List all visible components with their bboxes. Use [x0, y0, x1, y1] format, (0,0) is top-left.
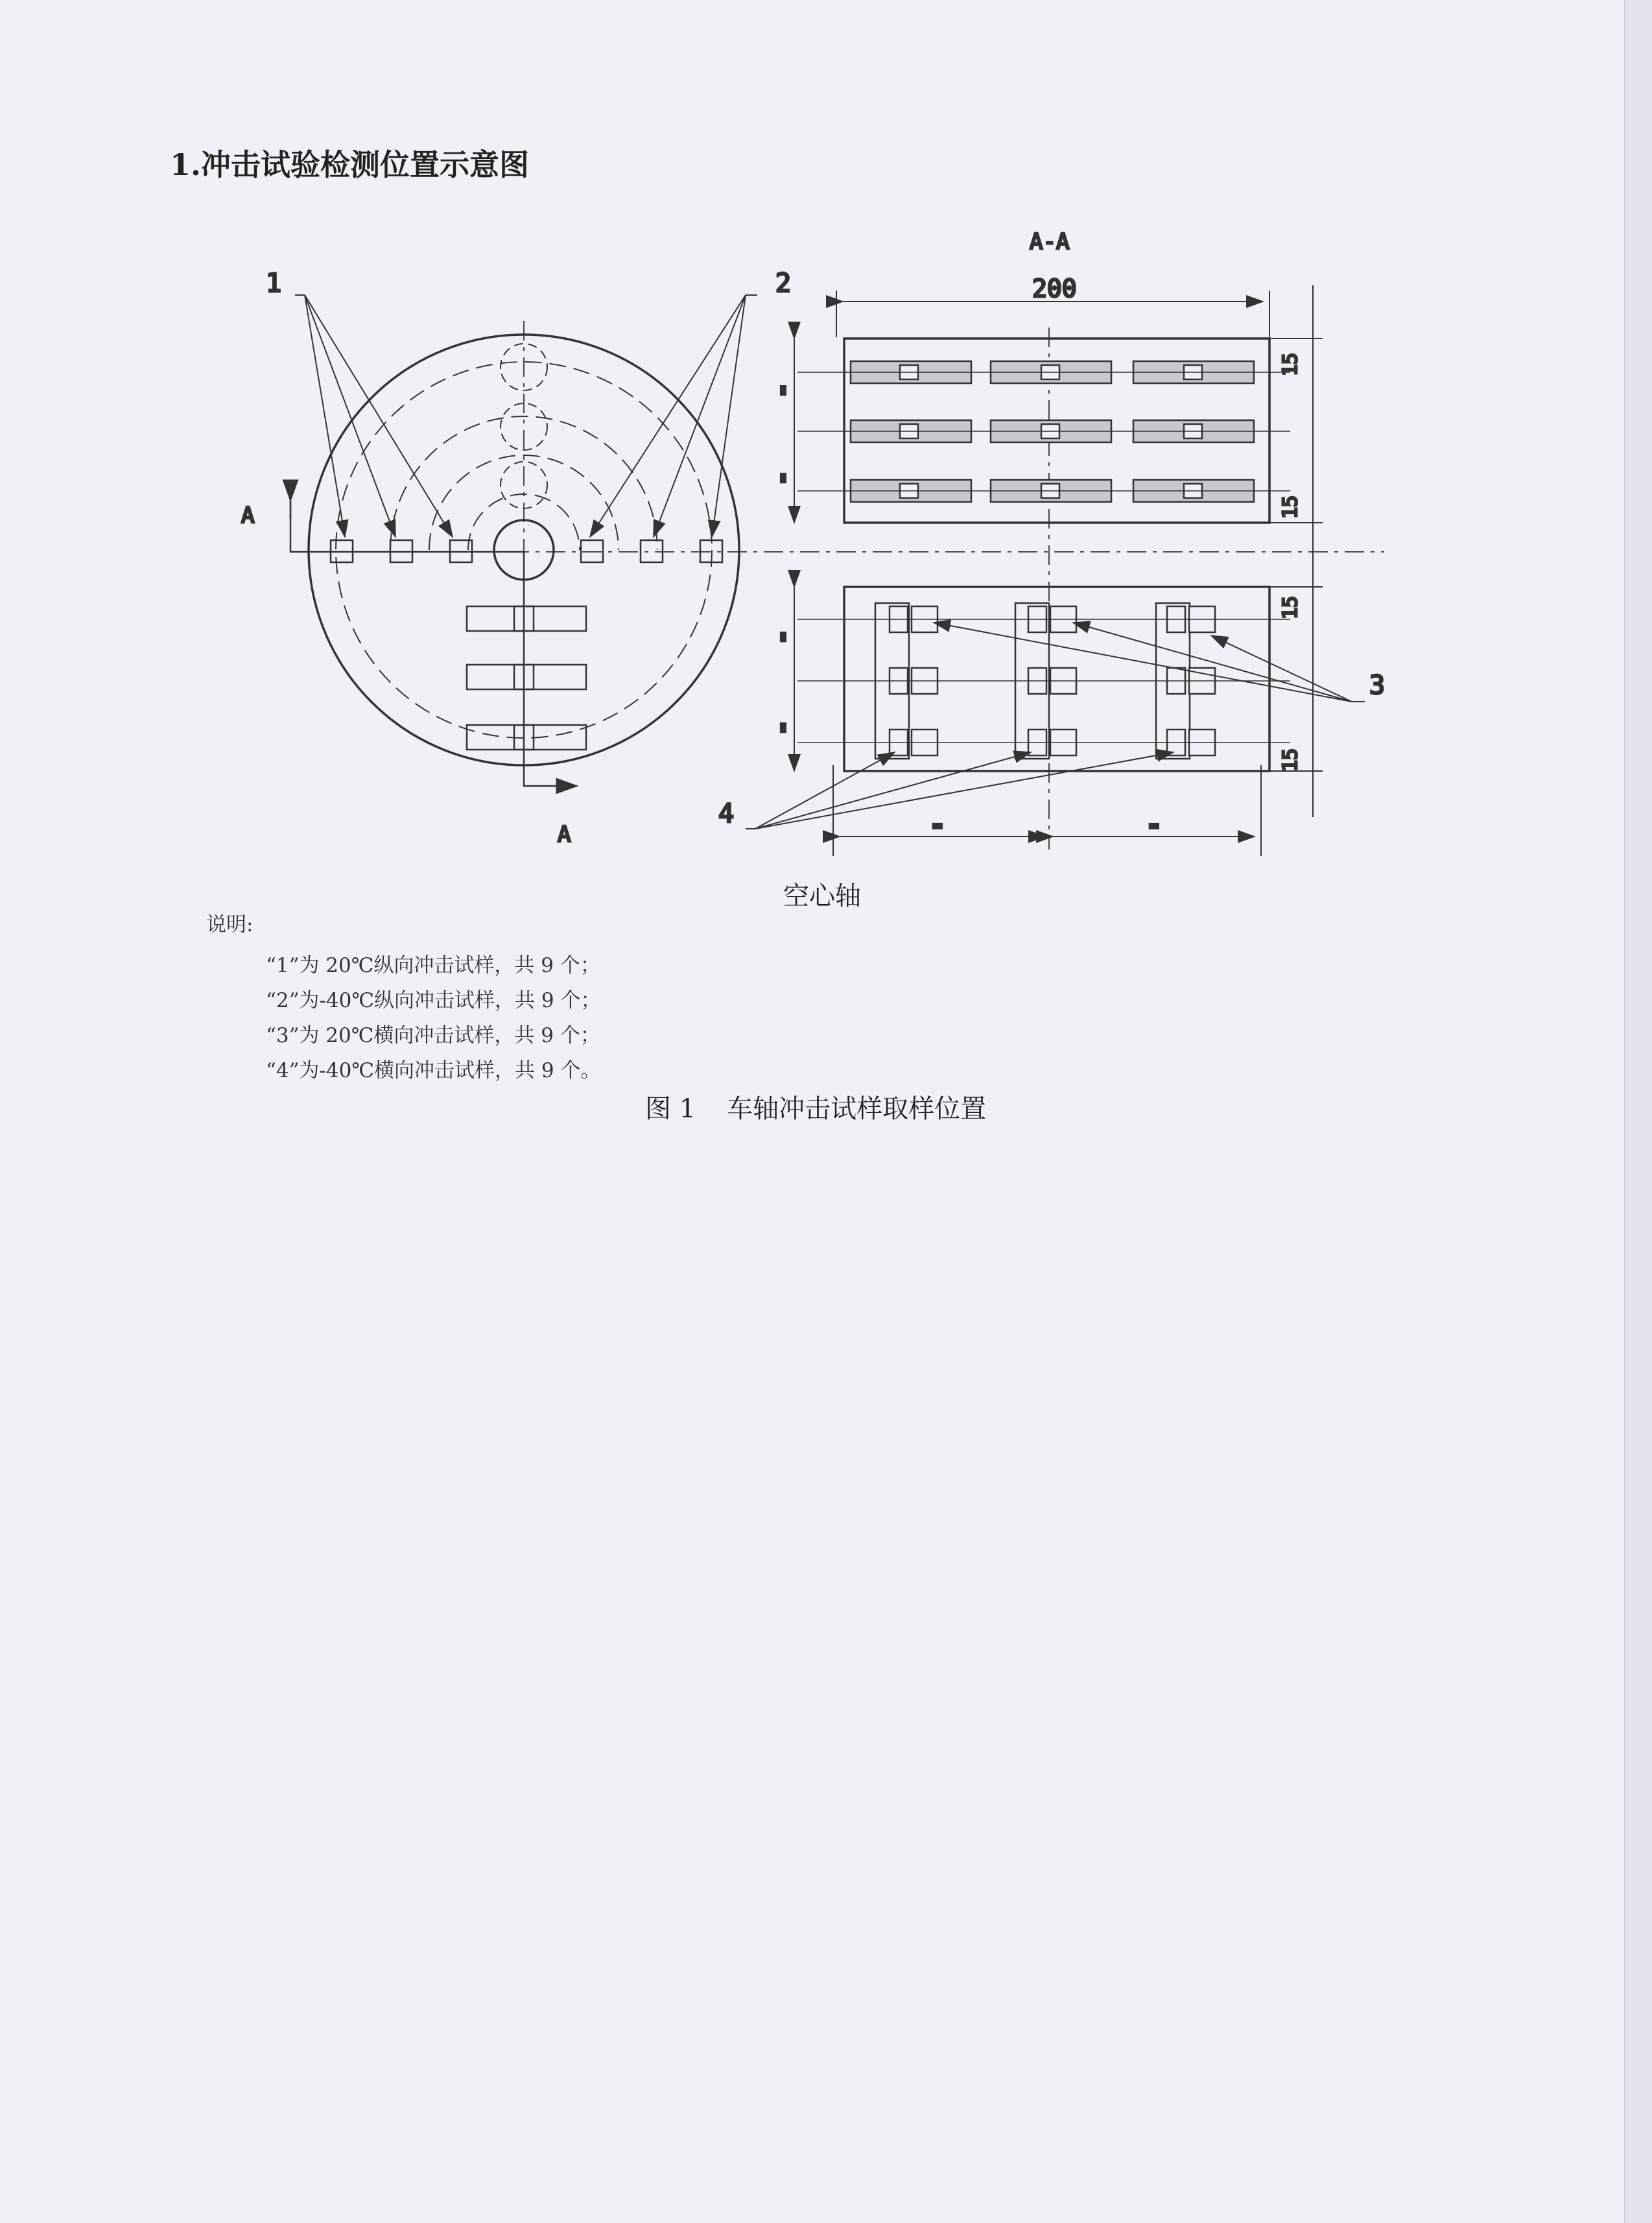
figure-number: 图 1 [645, 1094, 696, 1124]
note-item-3: “3”为 20℃横向冲击试样，共 9 个； [266, 1024, 600, 1047]
equal-mark-left-1: = [773, 385, 793, 396]
note-item-1: “1”为 20℃纵向冲击试样，共 9 个； [266, 954, 600, 977]
equal-mark-left-3: = [773, 632, 793, 642]
section-heading: 1.冲击试验检测位置示意图 [170, 147, 530, 182]
note-item-4: “4”为-40℃横向冲击试样，共 9 个。 [266, 1059, 601, 1082]
section-marker-bottom: A [558, 822, 571, 848]
axle-caption: 空心轴 [783, 881, 861, 911]
callout-3: 3 [1369, 671, 1386, 700]
dimension-15-c: 15 [1279, 595, 1302, 619]
figure-caption [645, 1088, 986, 1125]
notes-title: 说明: [206, 913, 254, 936]
dimension-15-a: 15 [1279, 352, 1302, 376]
section-view-a-a [746, 285, 1365, 856]
dimension-width: 200 [1032, 274, 1077, 303]
equal-mark-left-2: = [773, 473, 793, 483]
equal-mark-bottom-1: = [932, 816, 943, 836]
equal-mark-bottom-2: = [1149, 816, 1159, 836]
callout-2: 2 [775, 268, 792, 298]
section-marker-top: A [241, 503, 255, 529]
dimension-15-d: 15 [1279, 748, 1302, 772]
notes-block [206, 908, 600, 1089]
note-item-2: “2”为-40℃纵向冲击试样，共 9 个； [266, 989, 601, 1012]
section-label: A-A [1030, 229, 1070, 255]
callout-4: 4 [718, 799, 735, 829]
dimension-15-b: 15 [1279, 495, 1302, 519]
equal-mark-left-4: = [773, 722, 793, 733]
callout-1: 1 [266, 268, 282, 298]
figure-title: 车轴冲击试样取样位置 [727, 1094, 987, 1124]
